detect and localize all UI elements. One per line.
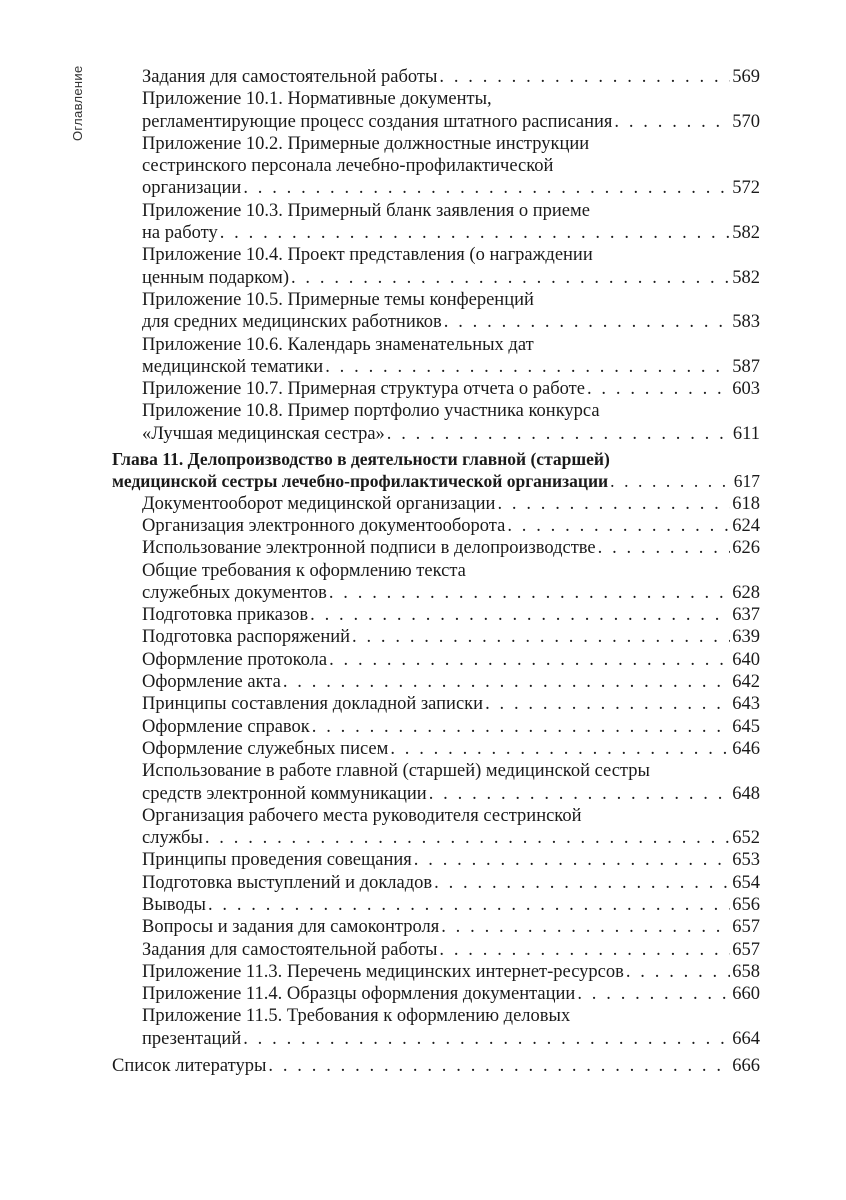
dot-leader [439,939,730,961]
toc-entry-title: презентаций [142,1028,242,1049]
toc-page-number: 660 [732,984,760,1005]
toc-page-number: 654 [732,872,760,893]
toc-page-number: 583 [732,312,760,333]
toc-page-number: 666 [732,1056,760,1077]
toc-page-number: 628 [732,582,760,603]
toc-entry-title: Задания для самостоятельной работы [142,939,438,960]
toc-page-number: 618 [732,493,760,514]
toc-page-number: 626 [732,538,760,559]
toc-page-number: 570 [732,111,760,132]
toc-entry-title: служебных документов [142,582,327,603]
toc-entry[interactable] [112,560,760,605]
dot-leader [507,515,730,537]
toc-entry-title-line: Приложение 10.3. Примерный бланк заявления о приеме [142,200,590,221]
toc-page-number: 648 [732,783,760,804]
toc-entry-title: Подготовка выступлений и докладов [142,872,433,893]
toc-page-number: 656 [732,894,760,915]
toc-entry-title: Выводы [142,894,206,915]
toc-entry-title: Подготовка приказов [142,605,309,626]
toc-entry-title-line: Организация рабочего места руководителя сестринской [142,805,582,826]
toc-page-number: 582 [732,267,760,288]
toc-entry[interactable] [112,939,760,961]
toc-entry[interactable] [112,716,760,738]
toc-entry[interactable] [112,493,760,515]
toc-entry[interactable] [112,378,760,400]
dot-leader [429,783,731,805]
dot-leader [497,493,730,515]
dot-leader [610,470,732,492]
toc-page-number: 664 [732,1028,760,1049]
toc-page-number: 645 [732,716,760,737]
toc-entry-title: на работу [142,223,218,244]
toc-page-number: 569 [732,67,760,87]
toc-page-number: 643 [732,694,760,715]
toc-entry-title-line: Глава 11. Делопроизводство в деятельности главной (старшей) [112,449,610,470]
dot-leader [626,961,730,983]
toc-page-number: 657 [732,939,760,960]
toc-entry-title-line: Приложение 10.4. Проект представления (о награждении [142,245,593,266]
toc-page-number: 587 [732,356,760,377]
toc-entry-title: Оформление служебных писем [142,738,389,759]
toc-page-number: 652 [732,828,760,849]
toc-entry-title: службы [142,828,203,849]
toc-page-number: 640 [732,649,760,670]
toc-entry[interactable] [112,649,760,671]
toc-entry-title: Задания для самостоятельной работы [142,67,438,87]
dot-leader [598,537,731,559]
toc-page-number: 639 [732,627,760,648]
dot-leader [243,1028,730,1050]
toc-entry-title: Вопросы и задания для самоконтроля [142,917,440,938]
toc-entry[interactable] [112,693,760,715]
toc-page-number: 637 [732,605,760,626]
dot-leader [325,356,730,378]
toc-entry-title: Использование электронной подписи в делопроизводстве [142,538,596,559]
toc-entry[interactable] [112,66,760,88]
toc-chapter-entry[interactable] [112,448,760,493]
toc-entry-title-line: Приложение 10.8. Пример портфолио участника конкурса [142,401,600,422]
toc-page-number: 658 [732,961,760,982]
dot-leader [614,111,730,133]
toc-entry[interactable] [112,334,760,379]
toc-entry[interactable] [112,400,760,445]
toc-page-number: 603 [732,379,760,400]
dot-leader [283,671,730,693]
toc-entry-title-line: Использование в работе главной (старшей) медицинской сестры [142,761,650,782]
toc-entry[interactable] [112,1055,760,1077]
toc-entry-title: «Лучшая медицинская сестра» [142,423,385,444]
dot-leader [352,626,730,648]
toc-entry[interactable] [112,805,760,850]
toc-entry-title: Оформление справок [142,716,310,737]
toc-entry-title: Оформление акта [142,672,281,693]
toc-entry[interactable] [112,289,760,334]
toc-entry-title: Приложение 10.7. Примерная структура отчета о работе [142,379,585,400]
dot-leader [243,177,730,199]
toc-entry[interactable] [112,760,760,805]
dot-leader [439,66,730,88]
toc-page-number: 611 [732,423,760,444]
dot-leader [414,849,730,871]
dot-leader [291,267,730,289]
dot-leader [208,894,730,916]
toc-entry-title: Принципы составления докладной записки [142,694,484,715]
dot-leader [577,983,730,1005]
toc-page-number: 653 [732,850,760,871]
toc-entry[interactable] [112,133,760,200]
toc-entry[interactable] [112,244,760,289]
table-of-contents [112,66,760,1077]
toc-entry-title-line: Приложение 10.2. Примерные должностные инструкции [142,133,590,154]
toc-entry-title-line: Приложение 10.1. Нормативные документы, [142,89,492,110]
dot-leader [434,872,730,894]
dot-leader [387,423,731,445]
toc-page-number: 657 [732,917,760,938]
toc-entry-title: Список литературы [112,1056,267,1077]
running-header-section-label: Оглавление [70,66,85,142]
toc-entry[interactable] [112,537,760,559]
toc-entry[interactable] [112,961,760,983]
toc-entry[interactable] [112,626,760,648]
toc-entry-title-line: Приложение 11.5. Требования к оформлению деловых [142,1006,571,1027]
toc-entry-title: для средних медицинских работников [142,312,442,333]
toc-entry-title-line: Приложение 10.6. Календарь знаменательных дат [142,334,534,355]
toc-entry[interactable] [112,671,760,693]
toc-page-number: 582 [732,223,760,244]
toc-entry-title: Приложение 11.4. Образцы оформления документации [142,984,576,1005]
toc-page-number: 617 [733,471,760,492]
toc-page-number: 624 [732,515,760,536]
toc-entry[interactable] [112,849,760,871]
toc-entry-title: Организация электронного документооборота [142,515,506,536]
dot-leader [329,649,730,671]
toc-entry-title: Оформление протокола [142,649,328,670]
toc-entry[interactable] [112,916,760,938]
toc-entry-title-line: Общие требования к оформлению текста [142,560,466,581]
dot-leader [329,582,730,604]
toc-entry[interactable] [112,1005,760,1050]
toc-entry[interactable] [112,515,760,537]
toc-entry-title-line: сестринского персонала лечебно-профилактической [142,156,554,177]
dot-leader [205,827,730,849]
toc-entry[interactable] [112,983,760,1005]
toc-entry[interactable] [112,738,760,760]
toc-page-number: 572 [732,178,760,199]
toc-entry-title: организации [142,178,242,199]
toc-entry[interactable] [112,872,760,894]
toc-entry-title: медицинской сестры лечебно-профилактической организации [112,471,609,492]
toc-entry[interactable] [112,88,760,133]
dot-leader [390,738,730,760]
toc-entry-title: Принципы проведения совещания [142,850,412,871]
toc-entry-title: Документооборот медицинской организации [142,493,496,514]
dot-leader [444,311,730,333]
dot-leader [441,916,730,938]
toc-page-number: 646 [732,738,760,759]
dot-leader [268,1055,730,1077]
toc-entry-title: Подготовка распоряжений [142,627,351,648]
toc-entry-title: средств электронной коммуникации [142,783,427,804]
toc-entry[interactable] [112,604,760,626]
toc-entry[interactable] [112,200,760,245]
dot-leader [220,222,731,244]
toc-entry-title: медицинской тематики [142,356,324,377]
dot-leader [312,716,730,738]
toc-entry-title: регламентирующие процесс создания штатного расписания [142,111,613,132]
toc-entry-title: ценным подарком) [142,267,289,288]
dot-leader [310,604,730,626]
toc-entry-title-line: Приложение 10.5. Примерные темы конференций [142,289,534,310]
toc-page-number: 642 [732,672,760,693]
dot-leader [587,378,730,400]
dot-leader [485,693,730,715]
toc-entry-title: Приложение 11.3. Перечень медицинских интернет-ресурсов [142,961,624,982]
toc-entry[interactable] [112,894,760,916]
